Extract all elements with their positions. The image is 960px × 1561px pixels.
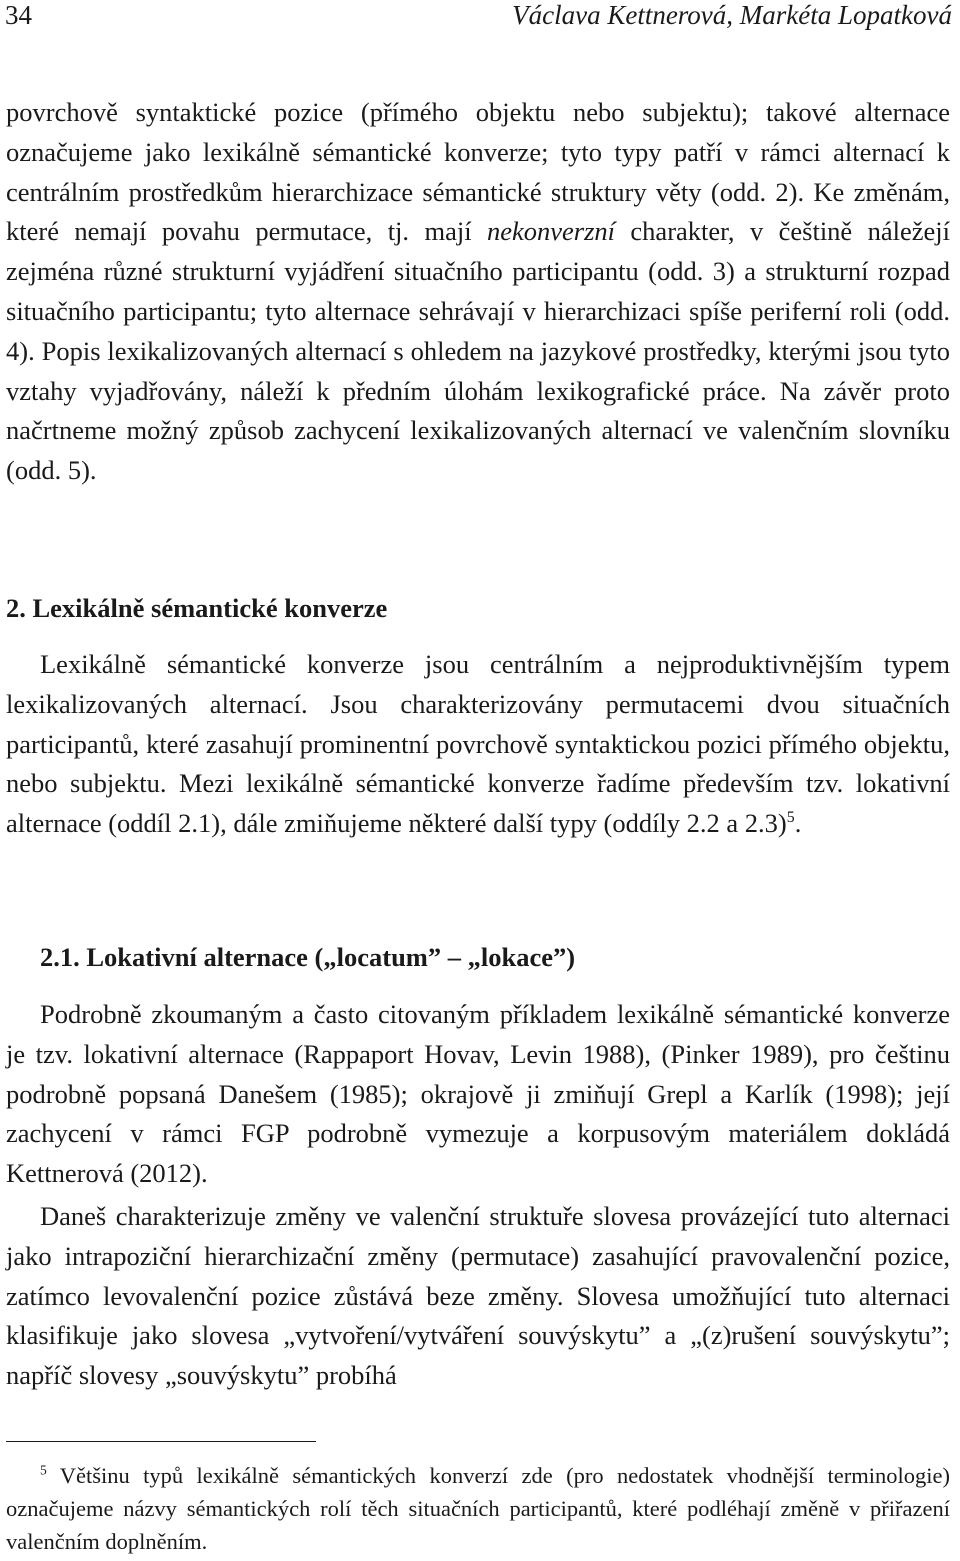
intro-paragraph bbox=[6, 93, 950, 491]
section-2-1-paragraph-1 bbox=[6, 995, 950, 1194]
section-2-heading bbox=[6, 588, 950, 628]
section-2-1-text-1: Podrobně zkoumaným a často citovaným příkladem lexikálně sémantické konverze je tzv. lokativní alternace (Rappaport Hovav, Levin 1988), (Pinker 1989), pro češtinu podrobně popsaná Danešem (1985); okrajově ji zmiňují Grepl a Karlík (1998); její zachycení v rámci FGP podrobně vymezuje a korpusovým materiálem dokládá Kettnerová (2012). bbox=[6, 999, 950, 1189]
footnote-reference: 5 bbox=[786, 809, 795, 827]
footnote-text: Většinu typů lexikálně sémantických konverzí zde (pro nedostatek vhodnější terminologie) označujeme názvy sémantických rolí těch situačních participantů, které podléhají změně v přiřazení valenčním doplněním. bbox=[6, 1463, 950, 1554]
section-2-paragraph bbox=[6, 645, 950, 844]
footnote-separator bbox=[6, 1441, 316, 1442]
running-header-authors: Václava Kettnerová, Markéta Lopatková bbox=[512, 0, 952, 30]
intro-text-1: povrchově syntaktické pozice (přímého objektu nebo subjektu); takové alternace označujeme jako lexikálně sémantické konverze; tyto typy patří v rámci alternací k centrálním prostředkům hierarchizace sémantické struktury věty (odd. 2). Ke změnám, které nemají povahu permutace, tj. mají bbox=[6, 97, 950, 247]
running-header bbox=[0, 0, 960, 40]
section-2-text-end: . bbox=[794, 808, 802, 839]
footnote bbox=[6, 1459, 950, 1558]
intro-text-2: charakter, v češtině náležejí zejména různé strukturní vyjádření situačního participantu (odd. 3) a strukturní rozpad situačního participantu; tyto alternace sehrávají v hierarchizaci spíše periferní roli (odd. 4). Popis lexikalizovaných alternací s ohledem na jazykové prostředky, kterými jsou tyto vztahy vyjadřovány, náleží k předním úlohám lexikografické práce. Na závěr proto načrtneme možný způsob zachycení lexikalizovaných alternací ve valenčním slovníku (odd. 5). bbox=[6, 216, 950, 486]
page-number: 34 bbox=[5, 0, 32, 30]
section-2-1-heading bbox=[40, 937, 950, 977]
section-2-1-title: Lokativní alternace („locatum” – „lokace”) bbox=[86, 942, 576, 972]
section-2-1-paragraph-2 bbox=[6, 1197, 950, 1396]
section-2-text: Lexikálně sémantické konverze jsou centrálním a nejproduktivnějším typem lexikalizovaných alternací. Jsou charakterizovány permutacemi dvou situačních participantů, které zasahují prominentní povrchově syntaktickou pozici přímého objektu, nebo subjektu. Mezi lexikálně sémantické konverze řadíme především tzv. lokativní alternace (oddíl 2.1), dále zmiňujeme některé další typy (oddíly 2.2 a 2.3) bbox=[6, 649, 950, 839]
section-2-number: 2. bbox=[6, 593, 26, 623]
section-2-1-text-2: Daneš charakterizuje změny ve valenční struktuře slovesa provázející tuto alternaci jako intrapoziční hierarchizační změny (permutace) zasahující pravovalenční pozice, zatímco levovalenční pozice zůstává beze změny. Slovesa umožňující tuto alternaci klasifikuje jako slovesa „vytvoření/vytváření souvýskytu” a „(z)rušení souvýskytu”; napříč slovesy „souvýskytu” probíhá bbox=[6, 1201, 950, 1391]
section-2-1-number: 2.1. bbox=[40, 942, 80, 972]
intro-italic-term: nekonverzní bbox=[486, 216, 616, 247]
section-2-title: Lexikálně sémantické konverze bbox=[32, 593, 388, 623]
footnote-number: 5 bbox=[40, 1462, 47, 1478]
